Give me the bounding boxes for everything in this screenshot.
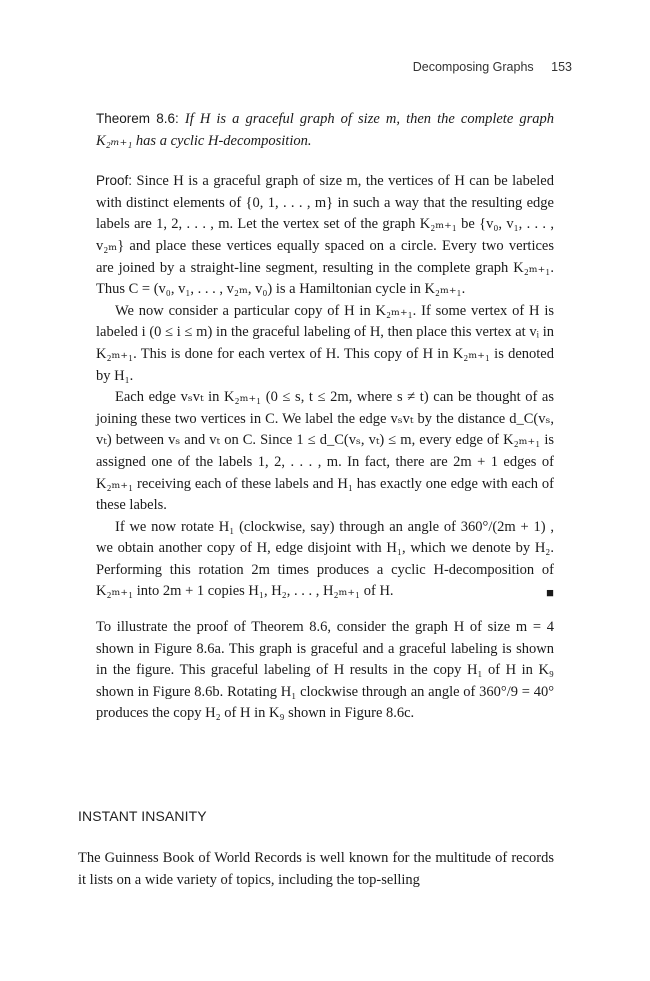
proof-text-1: Since H is a graceful graph of size m, the vertices of H can be labeled with distinct elements of {0, 1, . . . , m} in such a way that the resulting edge labels are 1, 2, . . . , m. Let the vertex set of the graph K₂ₘ₊₁ be {v₀, v₁, . . . , v₂ₘ} and place these vertices equally spaced on a circle. Every two vertices are joined by a straight-line segment, resulting in the complete graph K₂ₘ₊₁. Thus C = (v₀, v₁, . . . , v₂ₘ, v₀) is a Hamiltonian cycle in K₂ₘ₊₁.	[96, 173, 554, 298]
proof-paragraph-1	[96, 170, 554, 301]
main-text	[96, 108, 554, 725]
running-title: Decomposing Graphs	[412, 60, 534, 74]
proof-paragraph-2: We now consider a particular copy of H in K₂ₘ₊₁. If some vertex of H is labeled i (0 ≤ i ≤ m) in the graceful labeling of H, then place this vertex at vᵢ in K₂ₘ₊₁. This is done for each vertex of H. This copy of H in K₂ₘ₊₁ is denoted by H₁.	[96, 302, 554, 384]
theorem-label: Theorem 8.6:	[96, 111, 179, 126]
theorem-block	[96, 108, 554, 152]
proof-block	[96, 170, 554, 603]
section-heading: INSTANT INSANITY	[78, 808, 207, 824]
running-header	[413, 60, 572, 74]
proof-label: Proof:	[96, 173, 133, 189]
proof-paragraph-4	[96, 517, 554, 603]
illustration-paragraph: To illustrate the proof of Theorem 8.6, consider the graph H of size m = 4 shown in Figure 8.6a. This graph is graceful and a graceful labeling is shown in the figure. This graceful labeling of H results in the copy H₁ of H in K₉ shown in Figure 8.6b. Rotating H₁ clockwise through an angle of 360°/9 = 40° produces the copy H₂ of H in K₉ shown in Figure 8.6c.	[96, 619, 554, 722]
theorem-statement: If H is a graceful graph of size m, then the complete graph K₂ₘ₊₁ has a cyclic H-decomposition.	[96, 111, 555, 149]
qed-icon: ■	[546, 585, 554, 601]
page-number: 153	[551, 60, 572, 74]
proof-paragraph-3: Each edge vₛvₜ in K₂ₘ₊₁ (0 ≤ s, t ≤ 2m, where s ≠ t) can be thought of as joining these two vertices in C. We label the edge vₛvₜ by the distance d_C(vₛ, vₜ) between vₛ and vₜ on C. Since 1 ≤ d_C(vₛ, vₜ) ≤ m, every edge of K₂ₘ₊₁ is assigned one of the labels 1, 2, . . . , m. In fact, there are 2m + 1 edges of K₂ₘ₊₁ receiving each of these labels and H₁ has exactly one edge with each of these labels.	[96, 389, 554, 514]
proof-text-4: If we now rotate H₁ (clockwise, say) through an angle of 360°/(2m + 1) , we obtain another copy of H, edge disjoint with H₁, which we denote by H₂. Performing this rotation 2m times produces a cyclic H-decomposition of K₂ₘ₊₁ into 2m + 1 copies H₁, H₂, . . . , H₂ₘ₊₁ of H.	[96, 518, 554, 600]
section-paragraph: The Guinness Book of World Records is well known for the multitude of records it lists on a wide variety of topics, including the top-selling	[78, 850, 554, 888]
